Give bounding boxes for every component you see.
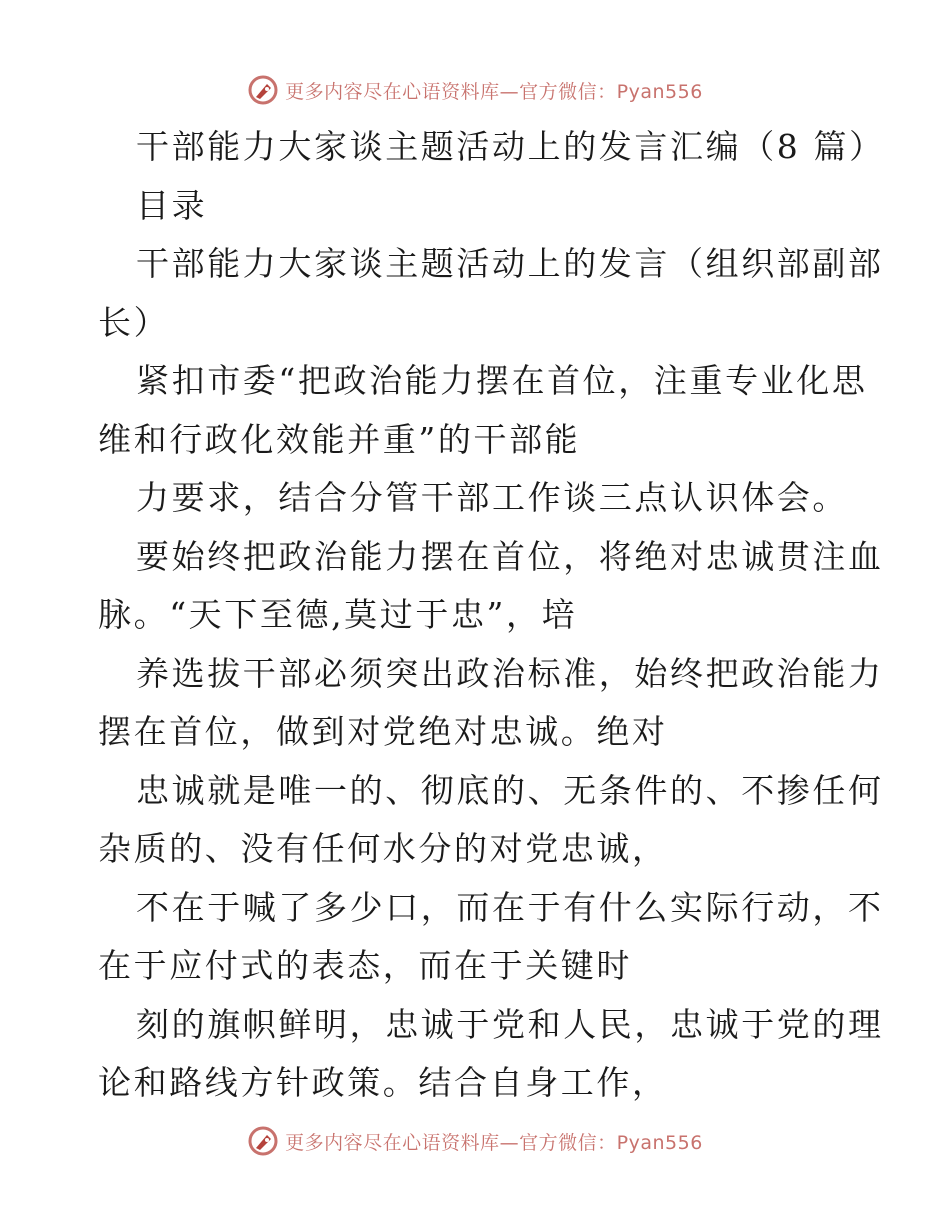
header-watermark (0, 70, 950, 110)
footer-watermark-text: 更多内容尽在心语资料库—官方微信：Pyan556 (285, 1131, 703, 1154)
text-line: 养选拔干部必须突出政治标准，始终把政治能力 (136, 653, 884, 693)
text-line: 论和路线方针政策。结合自身工作， (98, 1063, 668, 1102)
text-line: 脉。“天下至德,莫过于忠”，培 (98, 595, 578, 634)
text-line: 维和行政化效能并重”的干部能 (98, 419, 581, 459)
text-line: 要始终把政治能力摆在首位，将绝对忠诚贯注血 (136, 536, 884, 576)
text-line: 干部能力大家谈主题活动上的发言（组织部副部 (136, 244, 884, 283)
toc-heading: 目录 (136, 185, 208, 225)
text-line: 忠诚就是唯一的、彻底的、无条件的、不掺任何 (136, 770, 884, 810)
pen-nib-circle-logo-icon (247, 1125, 279, 1157)
document-body (98, 118, 885, 1113)
text-line: 摆在首位，做到对党绝对忠诚。绝对 (98, 712, 668, 751)
text-line: 不在于喊了多少口，而在于有什么实际行动，不 (136, 887, 884, 927)
text-line: 刻的旗帜鲜明，忠诚于党和人民，忠诚于党的理 (136, 1004, 884, 1044)
text-line: 紧扣市委“把政治能力摆在首位，注重专业化思 (136, 361, 868, 400)
text-line: 长） (98, 302, 170, 342)
pen-nib-circle-logo-icon (247, 74, 279, 106)
text-line: 力要求，结合分管干部工作谈三点认识体会。 (136, 478, 848, 517)
header-watermark-text: 更多内容尽在心语资料库—官方微信：Pyan556 (285, 80, 703, 103)
document-title: 干部能力大家谈主题活动上的发言汇编（8 篇） (136, 127, 885, 166)
footer-watermark (0, 1121, 950, 1161)
text-line: 在于应付式的表态，而在于关键时 (98, 946, 632, 985)
text-line: 杂质的、没有任何水分的对党忠诚， (98, 829, 668, 868)
